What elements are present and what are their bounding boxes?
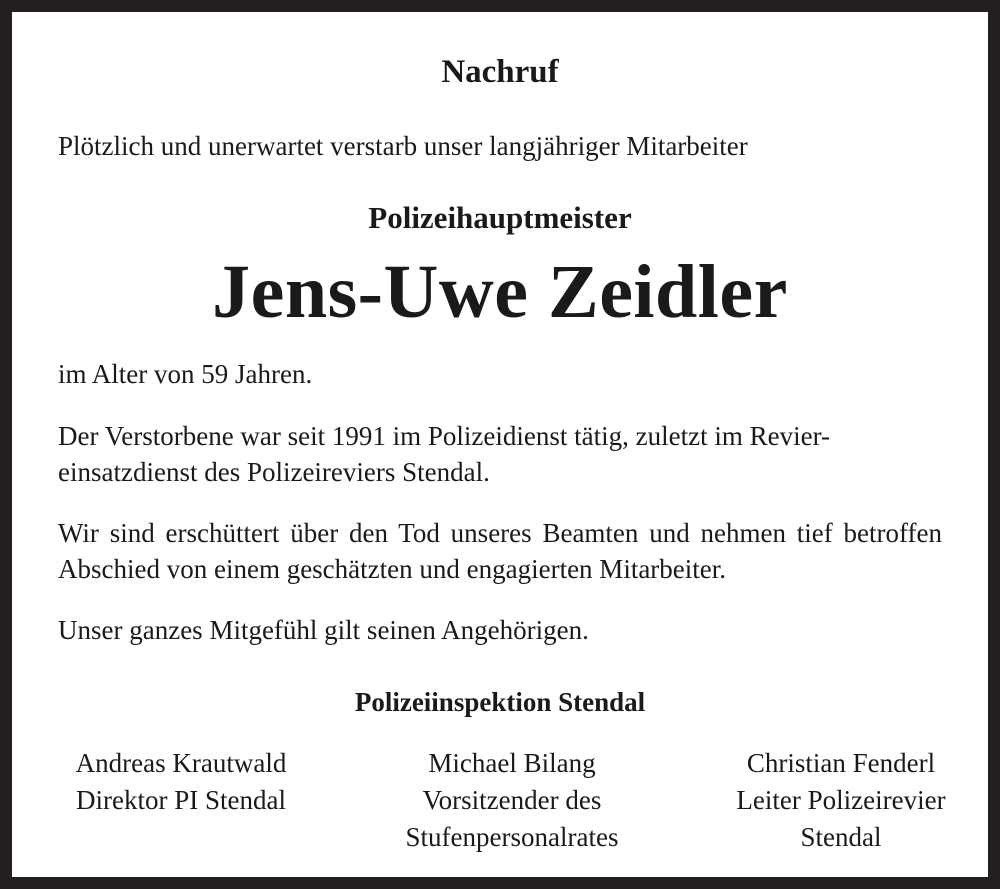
age-text: im Alter von 59 Jahren.	[58, 359, 313, 389]
signatory-title: Stendal	[800, 822, 882, 852]
signatory-1	[31, 745, 331, 819]
intro-text: Plötzlich und unerwartet verstarb unser langjähriger Mitarbeiter	[58, 131, 748, 161]
condolence-text: Wir sind erschüttert über den Tod unseres Beamten und nehmen tief betroffen Abschied von einem geschätzten und engagierten Mitarbeiter.	[58, 518, 942, 584]
notice-heading: Nachruf	[441, 54, 559, 90]
sympathy-text: Unser ganzes Mitgefühl gilt seinen Angehörigen.	[58, 615, 589, 645]
service-line-2: einsatzdienst des Polizeireviers Stendal.	[58, 457, 490, 487]
signatory-name: Michael Bilang	[428, 748, 596, 778]
organization-name: Polizeiinspektion Stendal	[354, 687, 646, 717]
service-text	[58, 418, 942, 490]
signatory-3	[691, 745, 991, 856]
signatory-name: Andreas Krautwald	[75, 748, 287, 778]
service-line-1: Der Verstorbene war seit 1991 im Polizeidienst tätig, zuletzt im Revier-	[58, 421, 831, 451]
obituary-content	[58, 12, 946, 877]
signatory-title: Direktor PI Stendal	[76, 785, 286, 815]
deceased-name: Jens-Uwe Zeidler	[212, 250, 788, 334]
signatory-2	[362, 745, 662, 856]
signatory-name: Christian Fenderl	[746, 748, 936, 778]
deceased-rank: Polizeihauptmeister	[368, 200, 632, 235]
signatory-title: Vorsitzender des	[422, 785, 602, 815]
signatory-title: Stufenpersonalrates	[405, 822, 619, 852]
signatory-title: Leiter Polizeirevier	[736, 785, 946, 815]
